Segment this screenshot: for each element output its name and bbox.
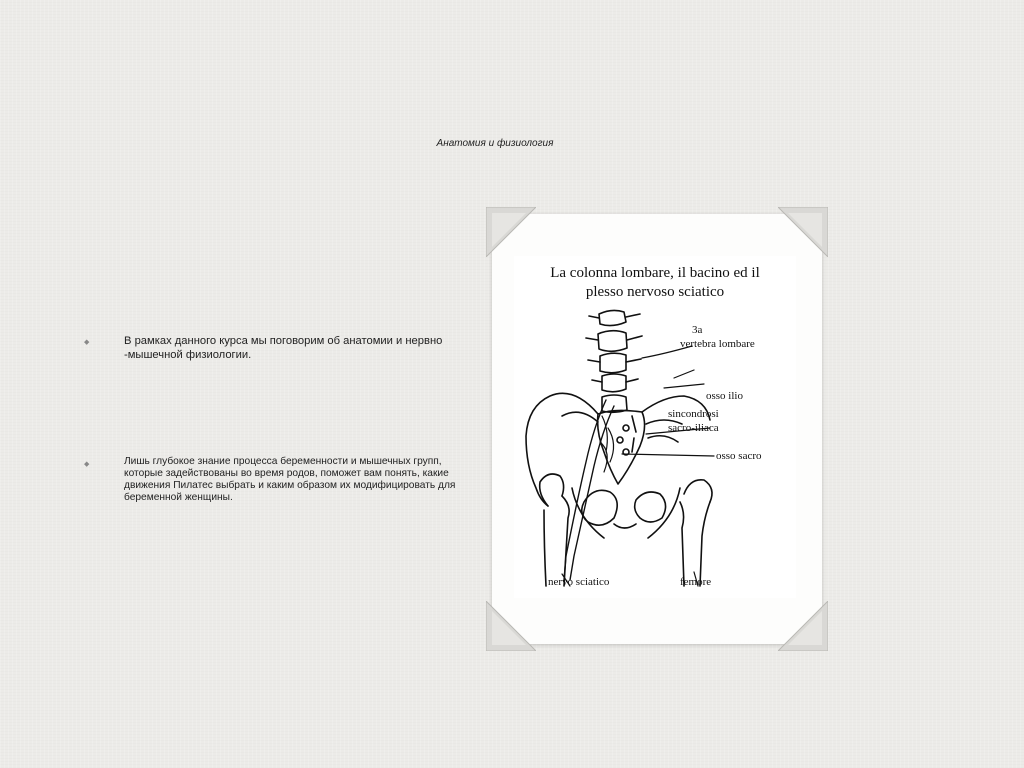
label-vertebra-num: 3a [692, 324, 703, 336]
photo-frame [492, 214, 822, 644]
label-osso-sacro: osso sacro [716, 450, 762, 462]
figure-title-line: La colonna lombare, il bacino ed il [550, 265, 760, 281]
slide-title: Анатомия и физиология [436, 138, 554, 149]
photo-corner-icon [778, 207, 828, 257]
label-sacro-iliaca: sacro-iliaca [668, 422, 719, 434]
bullet-text: Лишь глубокое знание процесса беременности и мышечных групп, которые задействованы во время родов, поможет вам понять, какие движения Пилатес выбрать и каким образом их модифицировать для беременной женщины. [124, 456, 456, 503]
label-nervo-sciatico: nervo sciatico [548, 576, 610, 588]
label-sincondrosi: sincondrosi [668, 408, 719, 420]
photo-corner-icon [778, 601, 828, 651]
bullet-icon: ◆ [84, 338, 90, 346]
photo-corner-icon [486, 207, 536, 257]
figure-title-line: plesso nervoso sciatico [585, 284, 725, 300]
anatomy-illustration [514, 256, 796, 598]
bullet-text: В рамках данного курса мы поговорим об анатомии и нервно -мышечной физиологии. [124, 335, 443, 361]
label-osso-ilio: osso ilio [706, 390, 743, 402]
pelvis-drawing [514, 256, 796, 598]
label-vertebra: vertebra lombare [680, 338, 755, 350]
photo-corner-icon [486, 601, 536, 651]
bullet-icon: ◆ [84, 460, 90, 468]
label-femore: femore [680, 576, 712, 588]
